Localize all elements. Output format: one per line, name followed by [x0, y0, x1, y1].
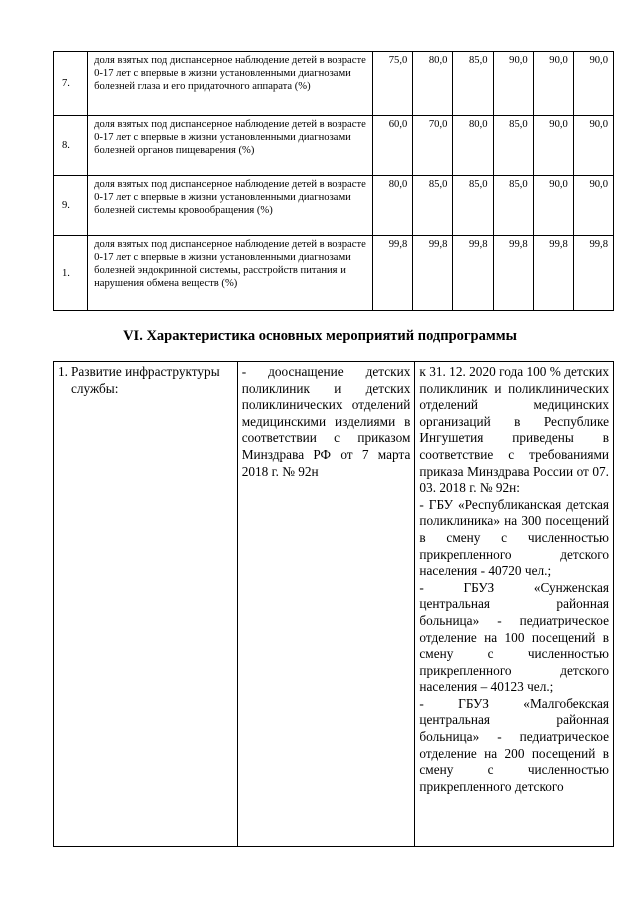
measure-result-paragraph: - ГБУ «Республиканская детская поликлиника» на 300 посещений в смену с численностью прикрепленного детского населения - 40720 чел.; [419, 496, 609, 579]
measure-result-paragraph: - ГБУЗ «Сунженская центральная районная больница» - педиатрическое отделение на 100 посещений в смену с численностью прикрепленного детского населения – 40123 чел.; [419, 579, 609, 695]
row-value: 99,8 [493, 236, 533, 311]
row-value: 80,0 [453, 116, 493, 176]
measure-action-cell [237, 362, 415, 847]
row-description: доля взятых под диспансерное наблюдение детей в возрасте 0-17 лет с впервые в жизни установленными диагнозами болезней глаза и его придаточного аппарата (%) [88, 52, 373, 116]
row-value: 90,0 [533, 176, 573, 236]
table-row [54, 362, 614, 847]
row-value: 85,0 [493, 176, 533, 236]
row-number: 1. [54, 236, 88, 311]
row-value: 90,0 [573, 116, 613, 176]
measure-result-paragraph: - ГБУЗ «Малгобекская центральная районная больница» - педиатрическое отделение на 200 посещений в смену с численностью прикрепленного детского [419, 695, 609, 794]
row-value: 99,8 [533, 236, 573, 311]
row-value: 80,0 [413, 52, 453, 116]
table-row [54, 176, 614, 236]
row-number: 8. [54, 116, 88, 176]
row-value: 99,8 [453, 236, 493, 311]
measure-result-cell [415, 362, 614, 847]
row-value: 85,0 [413, 176, 453, 236]
row-description: доля взятых под диспансерное наблюдение детей в возрасте 0-17 лет с впервые в жизни установленными диагнозами болезней эндокринной системы, расстройств питания и нарушения обмена веществ (%) [88, 236, 373, 311]
table-row [54, 52, 614, 116]
row-value: 99,8 [413, 236, 453, 311]
measure-result-paragraph: к 31. 12. 2020 года 100 % детских поликлиник и поликлинических отделений медицинских организаций в Республике Ингушетия приведены в соответствие с требованиями приказа Минздрава России от 07. 03. 2018 г. № 92н: [419, 364, 609, 496]
row-value: 90,0 [573, 176, 613, 236]
table-row [54, 116, 614, 176]
row-value: 90,0 [533, 116, 573, 176]
row-description: доля взятых под диспансерное наблюдение детей в возрасте 0-17 лет с впервые в жизни установленными диагнозами болезней системы кровообращения (%) [88, 176, 373, 236]
row-value: 99,8 [373, 236, 413, 311]
measure-title-cell [54, 362, 238, 847]
table-row [54, 236, 614, 311]
row-value: 60,0 [373, 116, 413, 176]
row-value: 85,0 [493, 116, 533, 176]
measures-table [53, 361, 614, 847]
row-value: 70,0 [413, 116, 453, 176]
indicators-table [53, 51, 614, 311]
row-description: доля взятых под диспансерное наблюдение детей в возрасте 0-17 лет с впервые в жизни установленными диагнозами болезней органов пищеварения (%) [88, 116, 373, 176]
row-value: 75,0 [373, 52, 413, 116]
row-value: 99,8 [573, 236, 613, 311]
measure-title: Развитие инфраструктуры службы: [70, 364, 220, 396]
row-number: 9. [54, 176, 88, 236]
row-value: 85,0 [453, 52, 493, 116]
row-value: 85,0 [453, 176, 493, 236]
row-value: 90,0 [533, 52, 573, 116]
row-value: 80,0 [373, 176, 413, 236]
row-value: 90,0 [573, 52, 613, 116]
section-heading: VI. Характеристика основных мероприятий подпрограммы [123, 328, 517, 344]
row-number: 7. [54, 52, 88, 116]
measure-action: - дооснащение детских поликлиник и детских поликлинических отделений медицинскими изделиями в соответствии с приказом Минздрава РФ от 7 марта 2018 г. № 92н [241, 364, 411, 479]
row-value: 90,0 [493, 52, 533, 116]
measure-number: 1. [58, 364, 68, 379]
